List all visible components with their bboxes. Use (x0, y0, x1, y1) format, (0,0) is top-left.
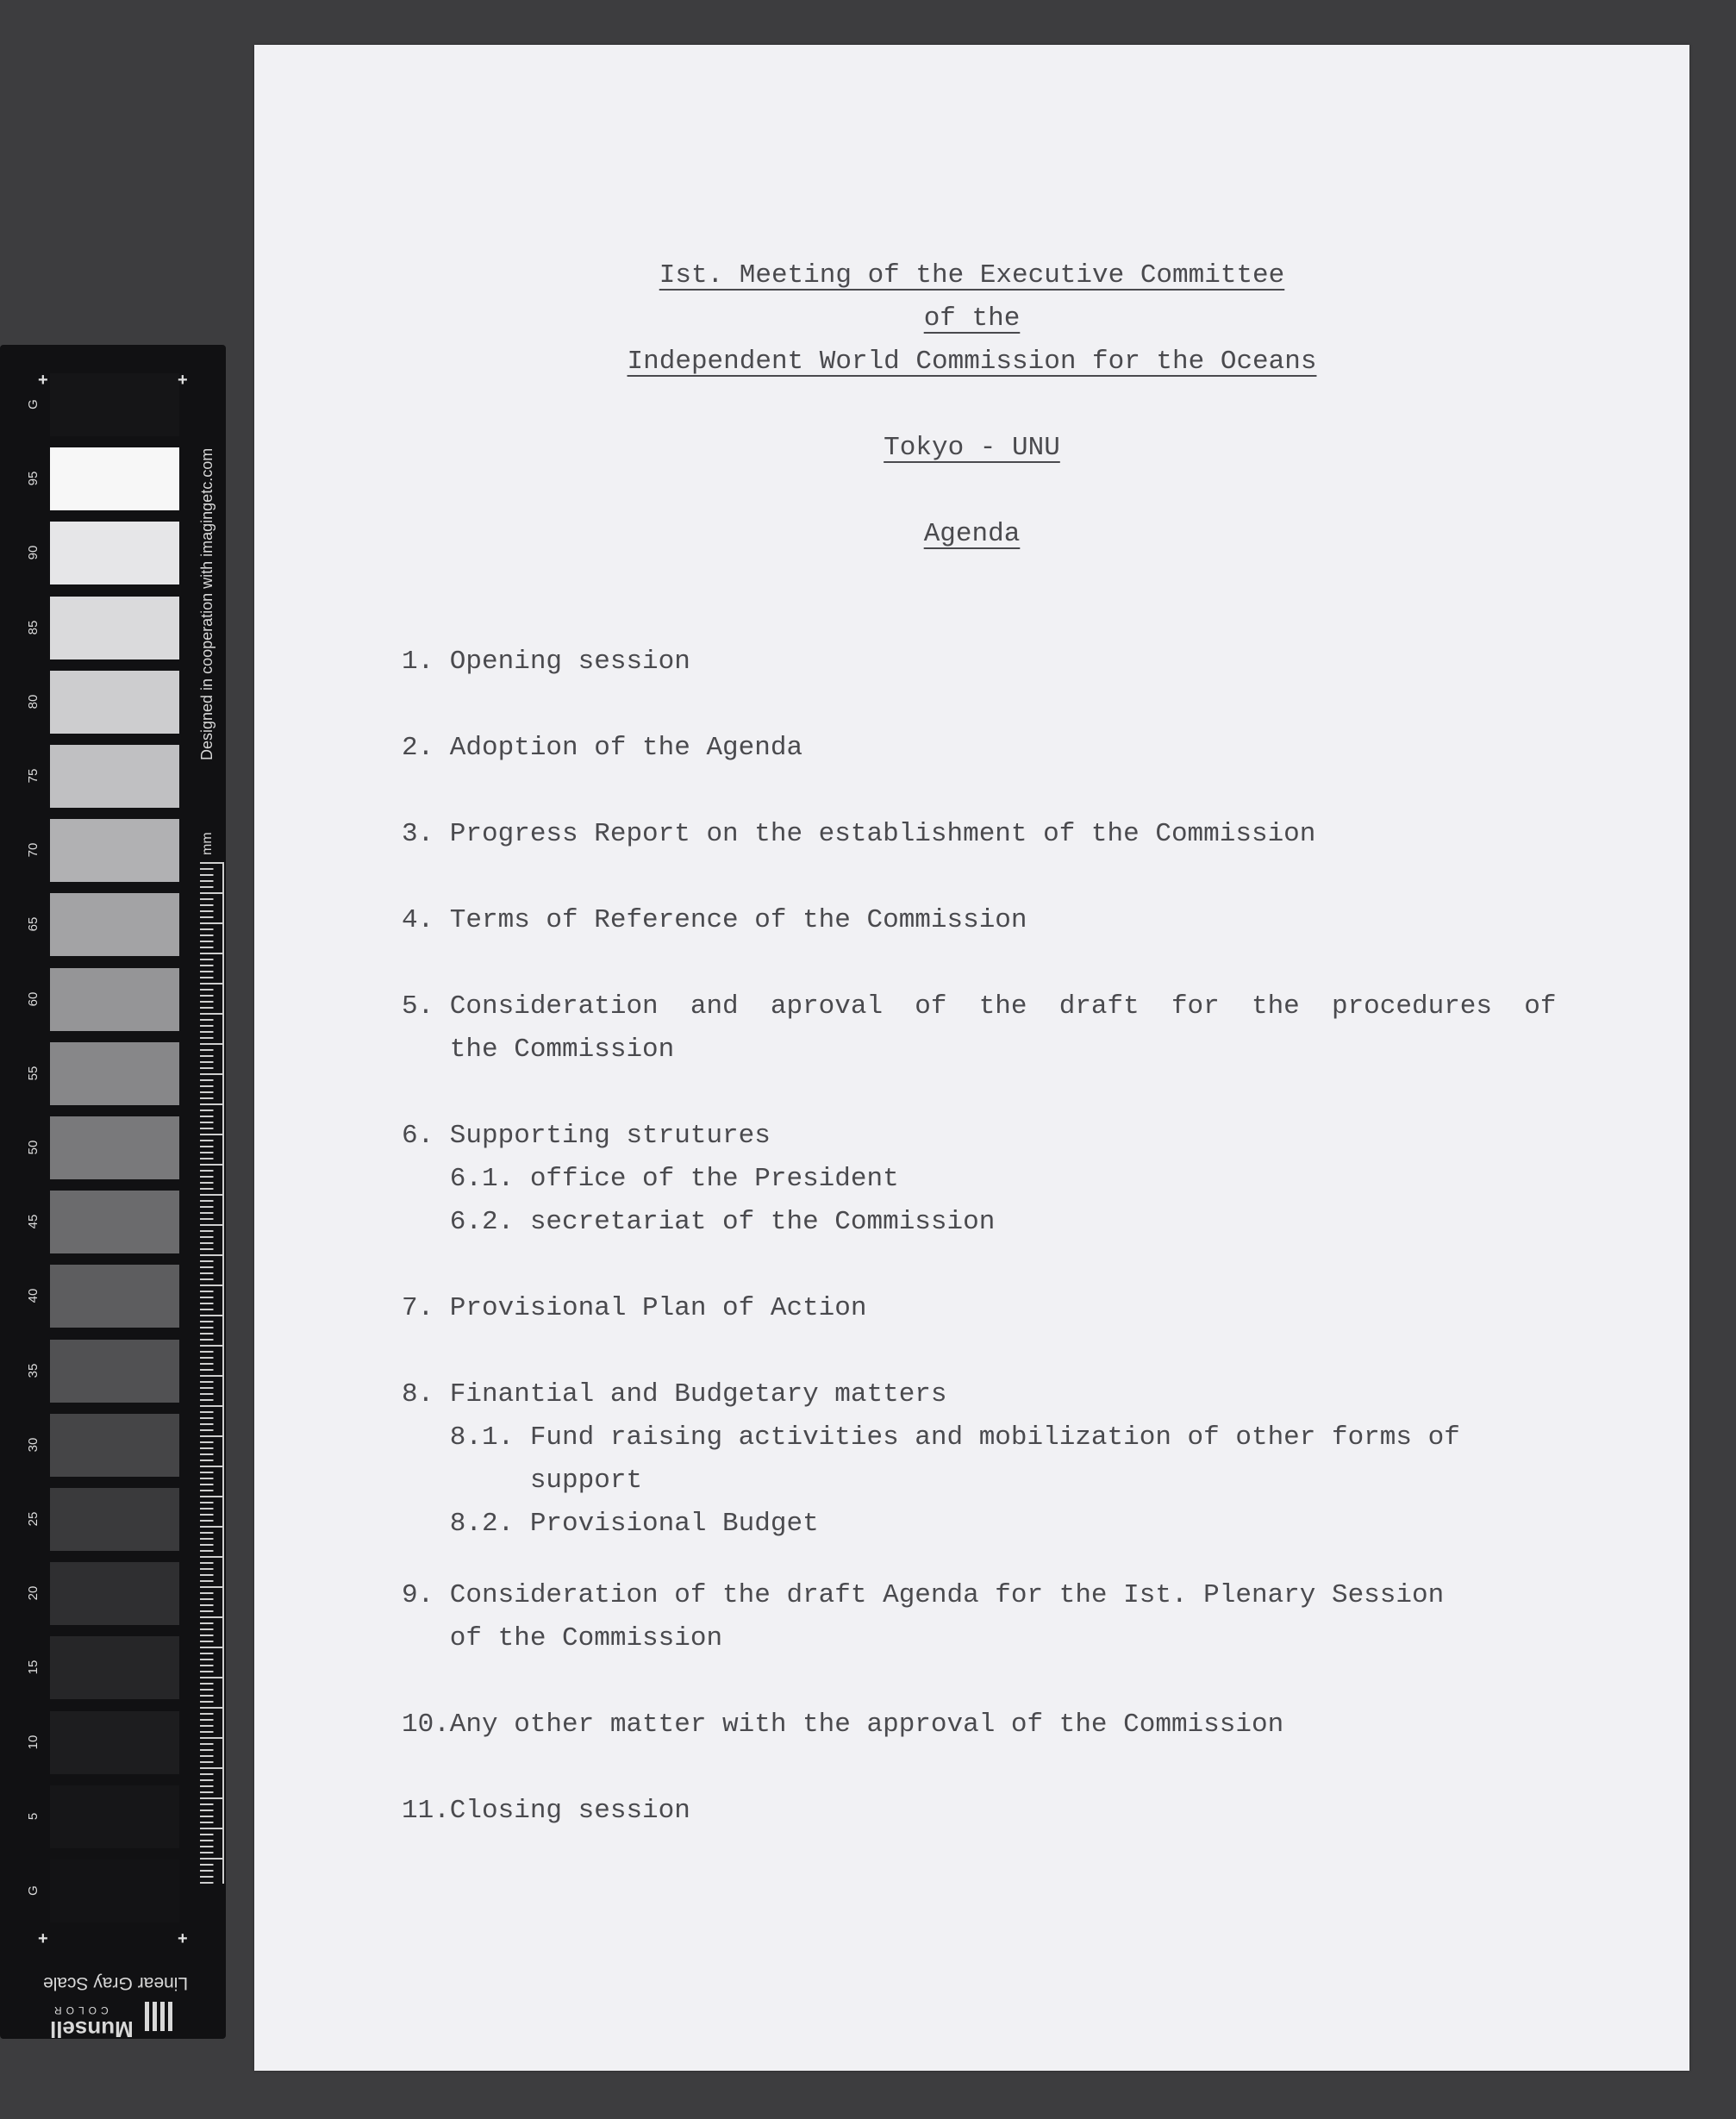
gray-patch-label: 30 (26, 1437, 41, 1453)
gray-patch-label: 45 (26, 1214, 41, 1229)
munsell-logo-icon (145, 2002, 174, 2031)
gray-patch (50, 745, 179, 808)
gray-patch-label: 50 (26, 1140, 41, 1155)
gray-patch (50, 1414, 179, 1477)
gray-patch-label: 25 (26, 1511, 41, 1527)
agenda-item: 2. Adoption of the Agenda (402, 733, 803, 763)
gray-patch-label: 10 (26, 1735, 41, 1749)
credit-text: Designed in cooperation with imagingetc.com (198, 447, 215, 760)
agenda-item: 4. Terms of Reference of the Commission (402, 905, 1027, 935)
gray-patch (50, 968, 179, 1031)
gray-patch-label: 35 (26, 1363, 41, 1378)
gray-patch-label: 5 (26, 1812, 41, 1820)
gray-patch-label: 90 (26, 546, 41, 560)
agenda-item-continuation: of the Commission (402, 1623, 723, 1653)
gray-patch-label: 85 (26, 620, 41, 634)
agenda-item: 8. Finantial and Budgetary matters (402, 1379, 947, 1410)
agenda-item-continuation: 6.1. office of the President (402, 1164, 899, 1194)
agenda-item: 5. Consideration and aproval of the draft for the procedures of (402, 991, 1557, 1022)
gray-patch (50, 1116, 179, 1179)
gray-patch (50, 1711, 179, 1774)
gray-patch-label: 40 (26, 1289, 41, 1303)
gray-patch (50, 1562, 179, 1625)
agenda-item-continuation: 8.1. Fund raising activities and mobilization of other forms of (402, 1422, 1460, 1453)
gray-patch (50, 597, 179, 659)
title-line-2: of the (923, 303, 1021, 334)
gray-patch-label: 70 (26, 842, 41, 858)
agenda-item-continuation: support (402, 1466, 643, 1496)
plus-mark: + (178, 1929, 188, 1948)
gray-patch-label: G (26, 399, 41, 409)
gray-patch (50, 522, 179, 584)
gray-patch-label: 80 (26, 694, 41, 709)
agenda-item: 10.Any other matter with the approval of the Commission (402, 1710, 1284, 1740)
agenda-item-continuation: 6.2. secretariat of the Commission (402, 1207, 996, 1237)
gray-patch (50, 1340, 179, 1403)
agenda-item: 7. Provisional Plan of Action (402, 1293, 867, 1323)
gray-patch (50, 1488, 179, 1551)
agenda-item: 3. Progress Report on the establishment of the Commission (402, 819, 1316, 849)
agenda-heading: Agenda (923, 519, 1021, 549)
gray-patch (50, 1191, 179, 1253)
agenda-item: 11.Closing session (402, 1796, 690, 1826)
scale-name: Linear Gray Scale (43, 1973, 189, 1993)
gray-patch (50, 893, 179, 956)
plus-mark: + (38, 1929, 48, 1948)
agenda-item-continuation: 8.2. Provisional Budget (402, 1509, 819, 1539)
gray-patch-label: 20 (26, 1585, 41, 1601)
gray-patch-label: 15 (26, 1660, 41, 1675)
gray-patch (50, 819, 179, 882)
gray-patch-label: 95 (26, 471, 41, 486)
agenda-item: 6. Supporting strutures (402, 1121, 771, 1151)
gray-patch-label: 60 (26, 991, 41, 1006)
document-page (254, 45, 1689, 2071)
agenda-item-continuation: the Commission (402, 1034, 675, 1065)
gray-patch (50, 373, 179, 436)
gray-patch-label: G (26, 1885, 41, 1896)
gray-patch (50, 1265, 179, 1328)
gray-patch (50, 1636, 179, 1699)
gray-patch (50, 1042, 179, 1105)
gray-patch (50, 447, 179, 510)
gray-scale-card (0, 345, 226, 2042)
title-line-1: Ist. Meeting of the Executive Committee (659, 260, 1285, 291)
gray-patch-label: 65 (26, 917, 41, 932)
brand-sub: COLOR (50, 2004, 109, 2016)
plus-mark: + (178, 371, 188, 390)
title-line-3: Independent World Commission for the Oceans (627, 347, 1317, 377)
brand-name: Munsell (50, 2016, 134, 2042)
agenda-item: 1. Opening session (402, 647, 690, 677)
unit-label: mm (200, 832, 215, 855)
location-line: Tokyo - UNU (884, 433, 1060, 463)
plus-mark: + (38, 371, 48, 390)
gray-patch (50, 1860, 179, 1922)
gray-patch-label: 75 (26, 768, 41, 784)
gray-patch (50, 1785, 179, 1848)
mm-ruler-major-ticks (200, 862, 224, 1884)
gray-patch-label: 55 (26, 1066, 41, 1081)
mm-ruler-line (222, 862, 224, 1884)
agenda-item: 9. Consideration of the draft Agenda for the Ist. Plenary Session (402, 1580, 1445, 1610)
gray-patch (50, 671, 179, 734)
